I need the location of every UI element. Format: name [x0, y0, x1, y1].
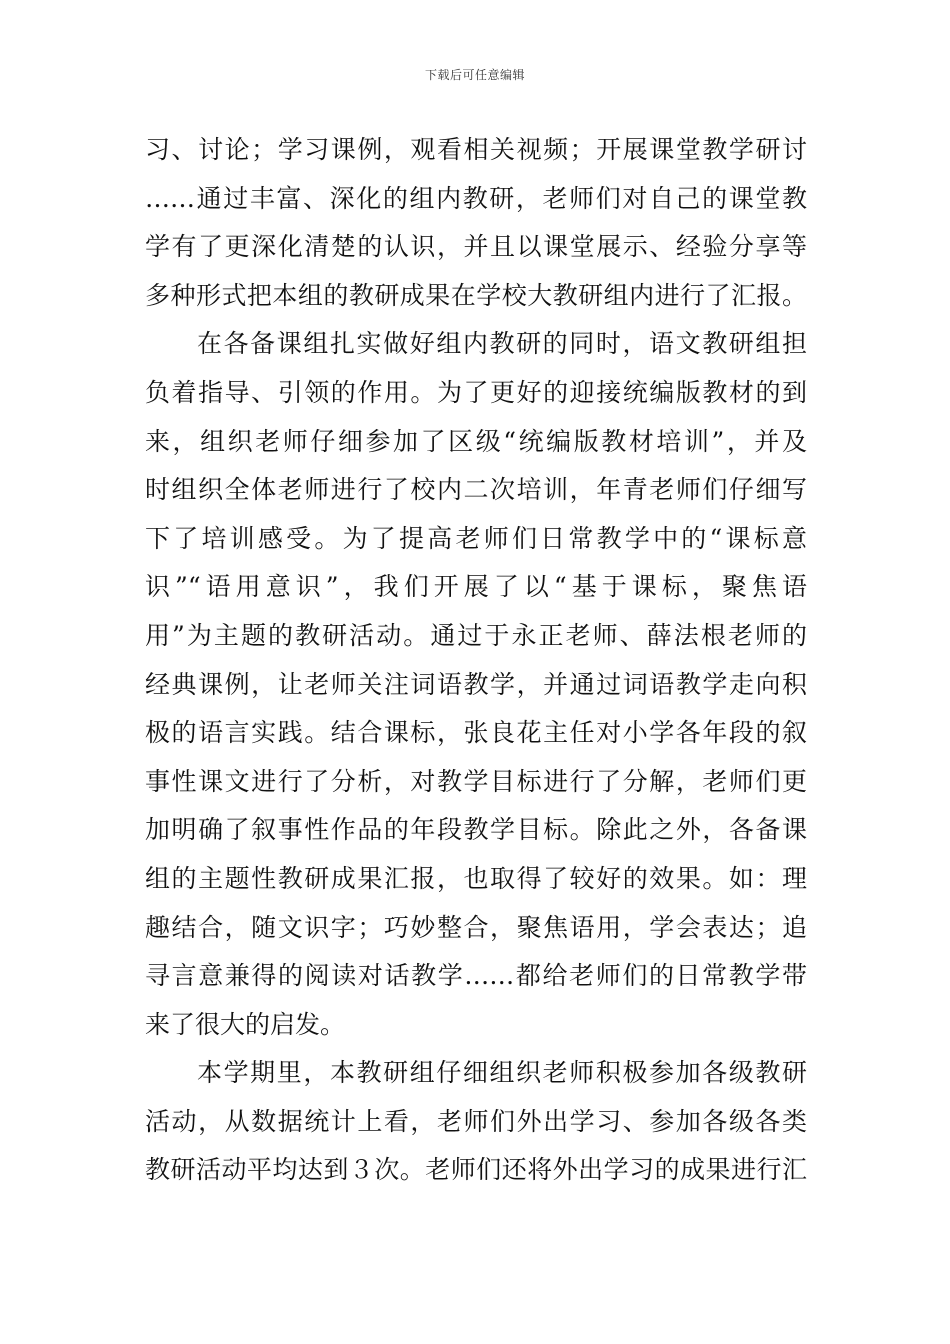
- text-line: ……通过丰富、深化的组内教研，老师们对自己的课堂教: [145, 183, 807, 213]
- text-line: 下了培训感受。为了提高老师们日常教学中的“课标意: [145, 523, 807, 553]
- text-line: 教研活动平均达到３次。老师们还将外出学习的成果进行汇: [145, 1155, 807, 1185]
- text-line: 寻言意兼得的阅读对话教学……都给老师们的日常教学带: [145, 961, 807, 991]
- text-line: 时组织全体老师进行了校内二次培训，年青老师们仔细写: [145, 475, 807, 505]
- text-line: 来了很大的启发。: [145, 1009, 346, 1039]
- text-line: 趣结合，随文识字；巧妙整合，聚焦语用，学会表达；追: [145, 912, 807, 942]
- text-line: 学有了更深化清楚的认识，并且以课堂展示、经验分享等: [145, 232, 807, 262]
- text-line: 在各备课组扎实做好组内教研的同时，语文教研组担: [197, 329, 807, 359]
- text-line: 习、讨论；学习课例，观看相关视频；开展课堂教学研讨: [145, 135, 807, 164]
- text-line: 本学期里，本教研组仔细组织老师积极参加各级教研: [197, 1058, 807, 1088]
- page-header: 下载后可任意编辑: [424, 68, 525, 82]
- text-line: 多种形式把本组的教研成果在学校大教研组内进行了汇报。: [145, 280, 807, 310]
- paragraph-3: [145, 1049, 807, 1195]
- paragraph-2: [145, 320, 807, 1049]
- text-line: 负着指导、引领的作用。为了更好的迎接统编版教材的到: [145, 377, 807, 407]
- text-line: 组的主题性教研成果汇报，也取得了较好的效果。如：理: [145, 863, 807, 893]
- text-line: 事性课文进行了分析，对教学目标进行了分解，老师们更: [145, 766, 807, 796]
- paragraph-1: [145, 126, 807, 320]
- text-line: 来，组织老师仔细参加了区级“统编版教材培训”，并及: [145, 426, 807, 456]
- text-line: 加明确了叙事性作品的年段教学目标。除此之外，各备课: [145, 815, 807, 845]
- document-body: [145, 126, 807, 1195]
- text-line: 经典课例，让老师关注词语教学，并通过词语教学走向积: [145, 669, 807, 699]
- text-line: 用”为主题的教研活动。通过于永正老师、薛法根老师的: [145, 620, 807, 650]
- text-line: 极的语言实践。结合课标，张良花主任对小学各年段的叙: [145, 718, 807, 748]
- text-line: 识”“语用意识”，我们开展了以“基于课标，聚焦语: [145, 572, 807, 602]
- text-line: 活动，从数据统计上看，老师们外出学习、参加各级各类: [145, 1106, 807, 1136]
